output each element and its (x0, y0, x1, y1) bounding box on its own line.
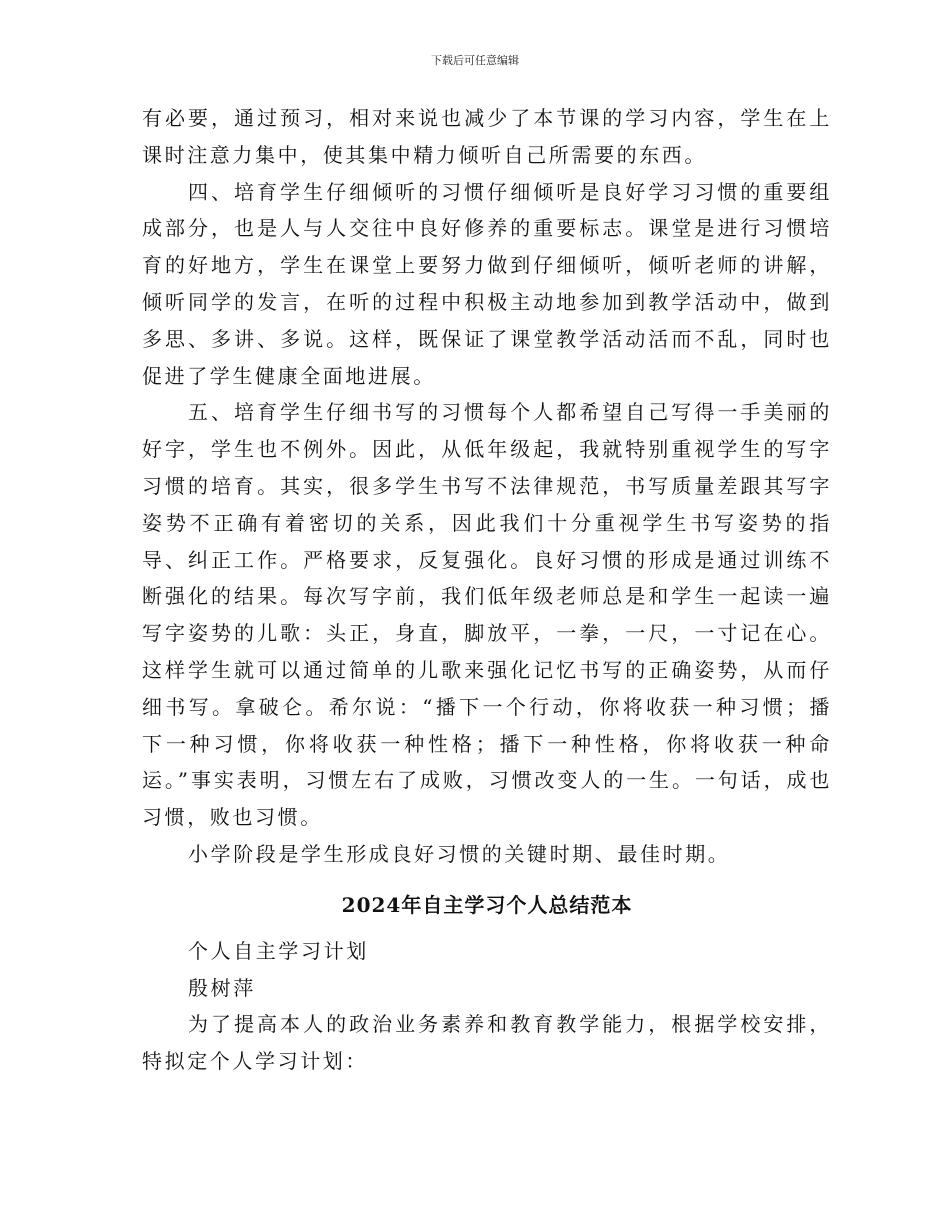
paragraph-primary-school-period: 小学阶段是学生形成良好习惯的关键时期、最佳时期。 (188, 841, 731, 866)
plan-heading: 个人自主学习计划 (188, 938, 369, 963)
section-title: 2024年自主学习个人总结范本 (341, 892, 633, 917)
paragraph-preview-continuation: 有必要，通过预习，相对来说也减少了本节课的学习内容，学生在上课时注意力集中，使其集中精力倾听自己所需要的东西。 (142, 106, 832, 167)
author-name: 殷树萍 (188, 975, 256, 1000)
document-body (142, 100, 832, 1080)
page-header: 下载后可任意编辑 (431, 54, 519, 67)
paragraph-writing-habit: 五、培育学生仔细书写的习惯每个人都希望自己写得一手美丽的好字，学生也不例外。因此，从低年级起，我就特别重视学生的写字习惯的培育。其实，很多学生书写不法律规范，书写质量差跟其写字姿势不正确有着密切的关系，因此我们十分重视学生书写姿势的指导、纠正工作。严格要求，反复强化。良好习惯的形成是通过训练不断强化的结果。每次写字前，我们低年级老师总是和学生一起读一遍写字姿势的儿歌：头正，身直，脚放平，一拳，一尺，一寸记在心。这样学生就可以通过简单的儿歌来强化记忆书写的正确姿势，从而仔细书写。拿破仑。希尔说：“播下一个行动，你将收获一种习惯；播下一种习惯，你将收获一种性格；播下一种性格，你将收获一种命运。”事实表明，习惯左右了成败，习惯改变人的一生。一句话，成也习惯，败也习惯。 (142, 400, 832, 830)
paragraph-listening-habit: 四、培育学生仔细倾听的习惯仔细倾听是良好学习习惯的重要组成部分，也是人与人交往中良好修养的重要标志。课堂是进行习惯培育的好地方，学生在课堂上要努力做到仔细倾听，倾听老师的讲解，倾听同学的发言，在听的过程中积极主动地参加到教学活动中，做到多思、多讲、多说。这样，既保证了课堂教学活动活而不乱，同时也促进了学生健康全面地进展。 (142, 179, 832, 388)
paragraph-plan-intro: 为了提高本人的政治业务素养和教育教学能力，根据学校安排，特拟定个人学习计划： (142, 1012, 832, 1074)
